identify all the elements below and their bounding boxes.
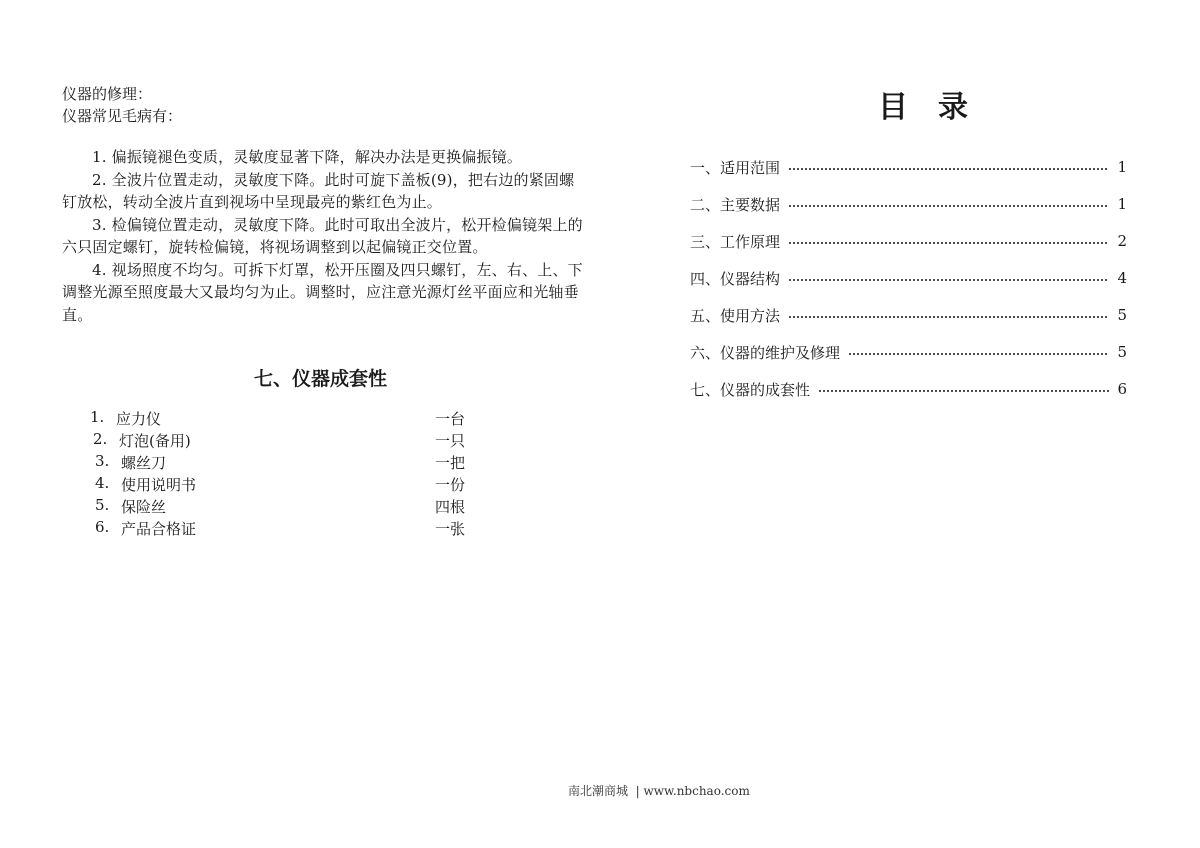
fault-paragraph-2: 2. 全波片位置走动，灵敏度下降。此时可旋下盖板(9)，把右边的紧固螺钉放松，转动全波片直到视场中呈现最亮的紫红色为止。 — [62, 170, 575, 211]
toc-title: 目录 — [878, 90, 998, 125]
toc-leader-dots — [818, 378, 1109, 400]
kit-item-name: 使用说明书 — [121, 476, 197, 494]
toc-entry[interactable] — [690, 378, 1127, 400]
kit-item — [93, 430, 465, 452]
toc-entry-page: 1 — [1117, 195, 1127, 213]
toc-leader-dots — [848, 341, 1109, 363]
toc-entry[interactable] — [690, 341, 1127, 363]
kit-item — [95, 452, 465, 474]
kit-item-number: 1. — [90, 408, 105, 426]
toc-entry-label: 二、主要数据 — [690, 195, 781, 214]
fault-paragraph-3: 3. 检偏镜位置走动，灵敏度下降。此时可取出全波片，松开检偏镜架上的六只固定螺钉，旋转检偏镜，将视场调整到以起偏镜正交位置。 — [62, 215, 583, 256]
repair-heading: 仪器的修理： — [62, 85, 153, 103]
toc-leader-dots — [788, 156, 1109, 178]
kit-item-name: 应力仪 — [116, 410, 162, 428]
toc-entry-label: 五、使用方法 — [690, 306, 781, 325]
kit-item-qty: 一份 — [434, 476, 465, 494]
kit-item-number: 3. — [95, 452, 110, 470]
kit-item-qty: 一把 — [434, 454, 465, 472]
faults-list — [62, 146, 588, 326]
kit-item-qty: 一张 — [434, 520, 465, 538]
common-faults-heading: 仪器常见毛病有： — [62, 107, 183, 125]
toc-entry-page: 4 — [1117, 269, 1127, 287]
kit-item-name: 产品合格证 — [121, 520, 197, 538]
toc-entry[interactable] — [690, 267, 1127, 289]
kit-item-qty: 一台 — [434, 410, 465, 428]
kit-item-number: 4. — [95, 474, 110, 492]
kit-item-name: 保险丝 — [121, 498, 167, 516]
toc-entry-page: 5 — [1117, 306, 1127, 324]
toc-entry-label: 一、适用范围 — [690, 158, 781, 177]
toc-entry-label: 六、仪器的维护及修理 — [690, 343, 841, 362]
toc-entry-page: 5 — [1117, 343, 1127, 361]
kit-item-number: 6. — [95, 518, 110, 536]
toc-entry-label: 三、工作原理 — [690, 232, 781, 251]
section-title-kit: 七、仪器成套性 — [254, 368, 388, 390]
kit-item-number: 5. — [95, 496, 110, 514]
toc-entry-page: 1 — [1117, 158, 1127, 176]
toc-leader-dots — [788, 304, 1109, 326]
toc-entry-label: 七、仪器的成套性 — [690, 380, 811, 399]
kit-item — [95, 496, 465, 518]
kit-item — [95, 518, 465, 540]
kit-item-qty: 一只 — [434, 432, 465, 450]
toc-entry-page: 6 — [1117, 380, 1127, 398]
footer-watermark: 南北潮商城 | www.nbchao.com — [568, 784, 750, 798]
toc-leader-dots — [788, 267, 1109, 289]
toc-leader-dots — [788, 193, 1109, 215]
fault-paragraph-1: 1. 偏振镜褪色变质，灵敏度显著下降，解决办法是更换偏振镜。 — [92, 148, 523, 166]
toc-entry-label: 四、仪器结构 — [690, 269, 781, 288]
fault-paragraph-4: 4. 视场照度不均匀。可拆下灯罩，松开压圈及四只螺钉，左、右、上、下调整光源至照度最大又最均匀为止。调整时，应注意光源灯丝平面应和光轴垂直。 — [62, 260, 583, 324]
kit-item — [95, 474, 465, 496]
kit-item-name: 螺丝刀 — [121, 454, 167, 472]
kit-item-name: 灯泡(备用) — [119, 432, 191, 450]
toc-entry[interactable] — [690, 193, 1127, 215]
toc-leader-dots — [788, 230, 1109, 252]
kit-item-qty: 四根 — [434, 498, 465, 516]
toc-entry[interactable] — [690, 230, 1127, 252]
kit-item — [90, 408, 465, 430]
toc-entry-page: 2 — [1117, 232, 1127, 250]
toc-entry[interactable] — [690, 156, 1127, 178]
kit-item-number: 2. — [93, 430, 108, 448]
toc-entry[interactable] — [690, 304, 1127, 326]
